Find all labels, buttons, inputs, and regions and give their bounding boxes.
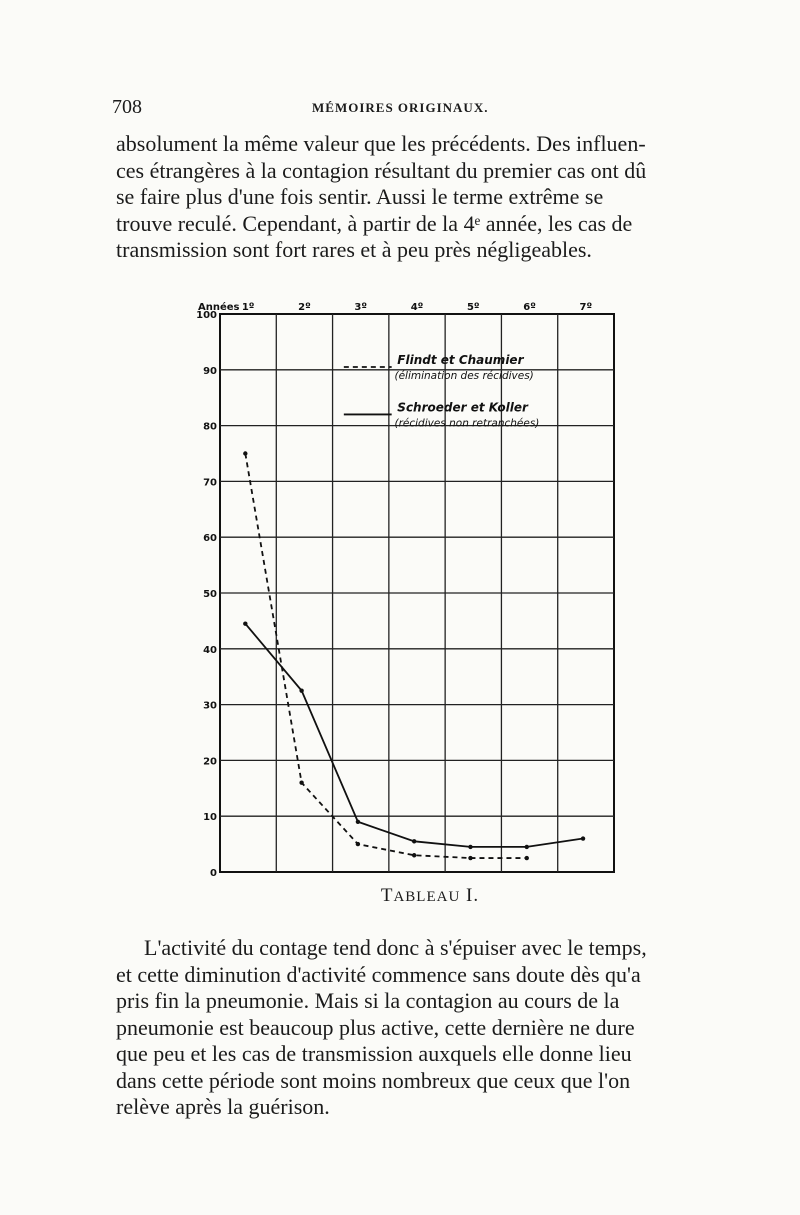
data-point: [468, 845, 472, 849]
y-tick-label: 20: [203, 756, 217, 768]
text-line: pris fin la pneumonie. Mais si la contagion au cours de la: [116, 988, 620, 1013]
data-point: [243, 451, 247, 455]
x-tick-label: 3º: [354, 302, 368, 313]
series-line: [245, 454, 526, 859]
x-tick-label: 7º: [579, 302, 593, 313]
x-tick-label: 1º: [241, 302, 255, 313]
chart: [188, 296, 628, 881]
y-tick-label: 70: [203, 477, 217, 489]
y-tick-label: 30: [203, 700, 217, 712]
x-tick-label: 5º: [466, 302, 480, 313]
page-number: 708: [112, 96, 142, 118]
running-title: MÉMOIRES ORIGINAUX.: [312, 100, 489, 115]
y-tick-label: 100: [196, 310, 217, 321]
text-line: relève après la guérison.: [116, 1094, 330, 1119]
legend-label: Schroeder et Koller: [397, 400, 528, 415]
text-line: trouve reculé. Cependant, à partir de la 4ᵉ année, les cas de: [116, 210, 633, 236]
data-point: [525, 856, 529, 860]
x-tick-label: 2º: [298, 302, 311, 313]
x-tick-label: 6º: [523, 302, 536, 313]
legend-note: (élimination des récidives): [394, 370, 534, 383]
x-axis-title: Années: [198, 302, 240, 313]
text-line: et cette diminution d'activité commence sans doute dès qu'a: [116, 961, 641, 987]
x-tick-label: 4º: [410, 302, 424, 313]
data-point: [468, 856, 472, 860]
text-line: L'activité du contage tend donc à s'épuiser avec le temps,: [144, 935, 647, 960]
data-point: [299, 688, 303, 692]
text-line: que peu et les cas de transmission auxquels elle donne lieu: [116, 1041, 632, 1066]
y-tick-label: 40: [203, 644, 217, 656]
text-line: transmission sont fort rares et à peu près négligeables.: [116, 237, 592, 262]
y-tick-label: 90: [203, 365, 217, 377]
text-line: dans cette période sont moins nombreux que ceux que l'on: [116, 1067, 631, 1093]
caption-initial: T: [380, 885, 394, 906]
y-tick-label: 10: [203, 812, 217, 824]
chart-caption: [200, 885, 660, 907]
text-line: se faire plus d'une fois sentir. Aussi le terme extrême se: [116, 184, 604, 209]
data-point: [412, 853, 416, 857]
caption-number: I.: [466, 885, 480, 906]
series-line: [245, 624, 583, 847]
text-line: absolument la même valeur que les précédents. Des influen-: [116, 131, 646, 156]
chart-svg: [188, 296, 628, 881]
data-point: [243, 621, 247, 625]
legend-label: Flindt et Chaumier: [397, 353, 524, 368]
data-point: [412, 839, 416, 843]
data-point: [356, 842, 360, 846]
y-tick-label: 50: [203, 589, 217, 600]
page-header: [112, 96, 672, 126]
data-point: [525, 845, 529, 849]
legend-note: (récidives non retranchées): [394, 417, 540, 430]
y-tick-label: 80: [203, 421, 217, 433]
y-tick-label: 0: [210, 868, 217, 879]
paragraph-bottom: [116, 935, 676, 1121]
paragraph-top: [116, 131, 676, 264]
y-tick-label: 60: [203, 533, 217, 545]
text-line: pneumonie est beaucoup plus active, cette dernière ne dure: [116, 1014, 635, 1040]
data-point: [299, 781, 303, 785]
data-point: [581, 836, 585, 840]
caption-rest: ABLEAU: [393, 889, 461, 905]
data-point: [356, 820, 360, 824]
text-line: ces étrangères à la contagion résultant du premier cas ont dû: [116, 157, 647, 183]
